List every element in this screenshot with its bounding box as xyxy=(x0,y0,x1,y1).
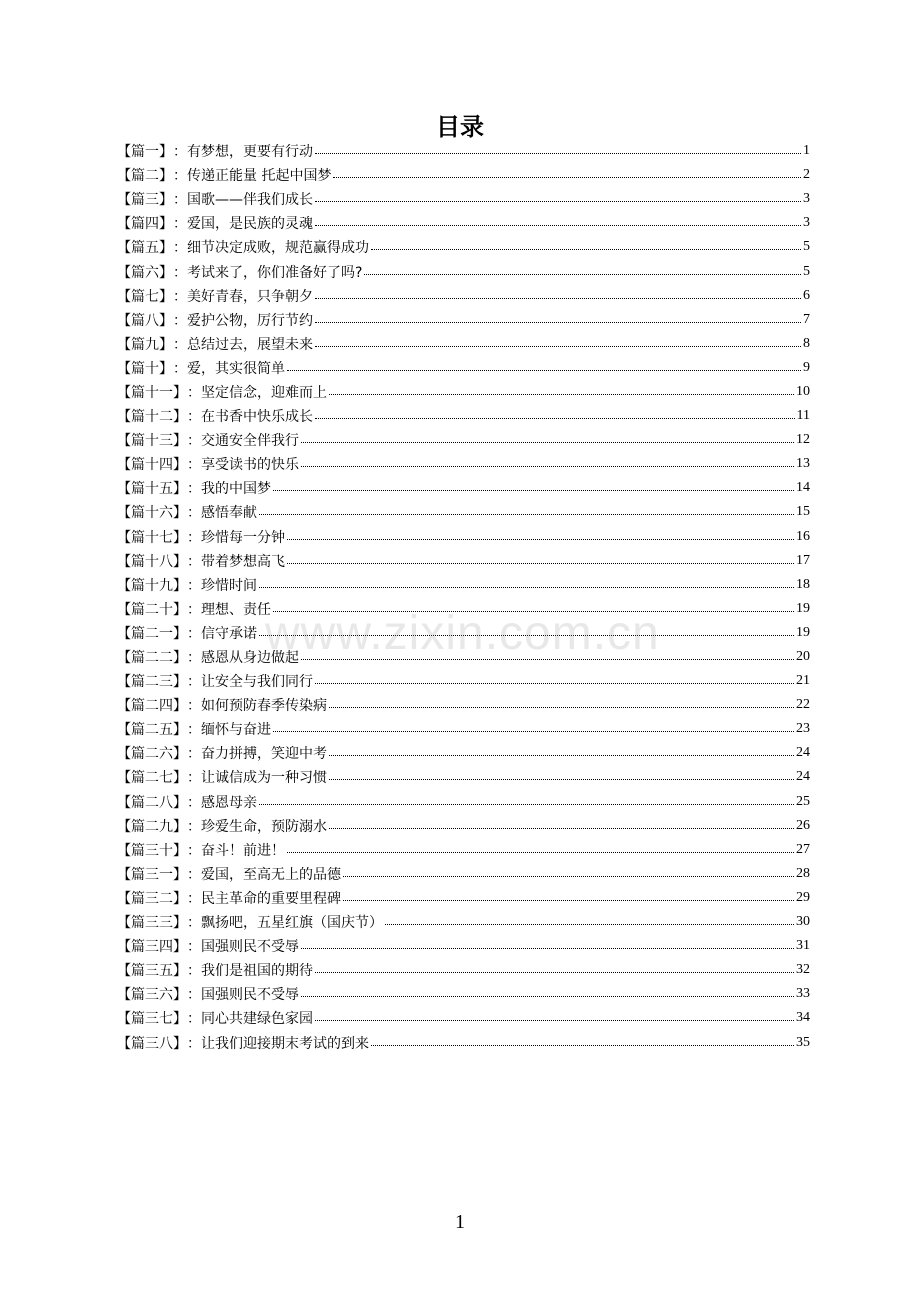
toc-entry-number: 【篇一】 xyxy=(117,144,173,161)
toc-entry-separator: ： xyxy=(187,601,201,618)
toc-dot-leader xyxy=(343,875,794,877)
toc-entry[interactable] xyxy=(117,308,810,332)
toc-entry-page: 3 xyxy=(803,215,810,231)
toc-entry-page: 19 xyxy=(796,624,810,640)
toc-dot-leader xyxy=(273,489,794,491)
toc-entry-number: 【篇十】 xyxy=(117,360,173,377)
toc-entry-number: 【篇二八】 xyxy=(117,794,187,811)
toc-entry-title: 让我们迎接期末考试的到来 xyxy=(201,1035,369,1052)
toc-entry-separator: ： xyxy=(187,433,201,450)
toc-dot-leader xyxy=(315,297,801,299)
toc-entry-page: 2 xyxy=(803,167,810,183)
toc-entry-number: 【篇二】 xyxy=(117,168,173,185)
toc-dot-leader xyxy=(273,610,794,612)
toc-dot-leader xyxy=(371,248,801,250)
toc-dot-leader xyxy=(315,200,801,202)
toc-entry-title: 奋斗！前进！ xyxy=(201,842,285,859)
toc-entry-title: 同心共建绿色家园 xyxy=(201,1011,313,1028)
toc-entry-number: 【篇七】 xyxy=(117,288,173,305)
toc-entry-title: 珍惜每一分钟 xyxy=(201,529,285,546)
toc-entry-page: 26 xyxy=(796,817,810,833)
toc-entry-page: 29 xyxy=(796,889,810,905)
toc-entry-page: 6 xyxy=(803,287,810,303)
toc-entry-separator: ： xyxy=(173,168,187,185)
toc-entry-title: 感悟奉献 xyxy=(201,505,257,522)
toc-entry-title: 总结过去，展望未来 xyxy=(187,336,313,353)
toc-dot-leader xyxy=(329,706,794,708)
toc-entry-separator: ： xyxy=(187,963,201,980)
toc-entry-number: 【篇三八】 xyxy=(117,1035,187,1052)
toc-entry-title: 爱护公物，厉行节约 xyxy=(187,312,313,329)
toc-entry-separator: ： xyxy=(187,553,201,570)
toc-entry-title: 坚定信念，迎难而上 xyxy=(201,384,327,401)
toc-entry-title: 国歌——伴我们成长 xyxy=(187,192,313,209)
page-title: 目录 xyxy=(436,113,484,141)
toc-entry-number: 【篇八】 xyxy=(117,312,173,329)
toc-entry[interactable] xyxy=(117,838,810,862)
toc-entry-page: 8 xyxy=(803,335,810,351)
toc-entry[interactable] xyxy=(117,235,810,259)
toc-entry-number: 【篇六】 xyxy=(117,264,173,281)
toc-dot-leader xyxy=(329,827,794,829)
table-of-contents xyxy=(117,139,810,1055)
toc-entry-number: 【篇三十】 xyxy=(117,842,187,859)
toc-entry[interactable] xyxy=(117,500,810,524)
toc-entry[interactable] xyxy=(117,765,810,789)
toc-entry-page: 35 xyxy=(796,1034,810,1050)
toc-entry[interactable] xyxy=(117,163,810,187)
toc-entry-number: 【篇三四】 xyxy=(117,939,187,956)
toc-entry[interactable] xyxy=(117,1006,810,1030)
toc-entry-page: 33 xyxy=(796,986,810,1002)
toc-entry[interactable] xyxy=(117,428,810,452)
toc-dot-leader xyxy=(259,586,794,588)
toc-entry[interactable] xyxy=(117,380,810,404)
toc-entry-page: 24 xyxy=(796,745,810,761)
toc-entry[interactable] xyxy=(117,187,810,211)
toc-entry-number: 【篇十三】 xyxy=(117,433,187,450)
toc-dot-leader xyxy=(315,152,801,154)
toc-entry-title: 珍爱生命，预防溺水 xyxy=(201,818,327,835)
toc-entry-number: 【篇二三】 xyxy=(117,674,187,691)
toc-entry-title: 让安全与我们同行 xyxy=(201,674,313,691)
toc-entry-separator: ： xyxy=(187,409,201,426)
toc-entry[interactable] xyxy=(117,259,810,283)
toc-entry-title: 国强则民不受辱 xyxy=(201,939,299,956)
toc-entry-page: 9 xyxy=(803,359,810,375)
toc-entry-page: 30 xyxy=(796,914,810,930)
toc-dot-leader xyxy=(315,417,795,419)
toc-entry[interactable] xyxy=(117,476,810,500)
toc-entry-title: 有梦想，更要有行动 xyxy=(187,144,313,161)
toc-entry[interactable] xyxy=(117,549,810,573)
toc-entry[interactable] xyxy=(117,717,810,741)
toc-entry-page: 14 xyxy=(796,480,810,496)
toc-entry-page: 3 xyxy=(803,191,810,207)
toc-dot-leader xyxy=(343,899,794,901)
toc-entry-separator: ： xyxy=(187,722,201,739)
toc-dot-leader xyxy=(385,923,794,925)
toc-entry-title: 美好青春，只争朝夕 xyxy=(187,288,313,305)
toc-entry[interactable] xyxy=(117,693,810,717)
toc-entry-separator: ： xyxy=(187,577,201,594)
toc-entry-number: 【篇三七】 xyxy=(117,1011,187,1028)
toc-entry-separator: ： xyxy=(173,288,187,305)
toc-entry-title: 让诚信成为一种习惯 xyxy=(201,770,327,787)
toc-entry-title: 交通安全伴我行 xyxy=(201,433,299,450)
toc-entry-page: 13 xyxy=(796,456,810,472)
toc-dot-leader xyxy=(315,345,801,347)
toc-dot-leader xyxy=(329,393,794,395)
toc-entry-page: 10 xyxy=(796,383,810,399)
toc-entry-title: 感恩母亲 xyxy=(201,794,257,811)
toc-entry-number: 【篇三二】 xyxy=(117,890,187,907)
toc-entry[interactable] xyxy=(117,573,810,597)
toc-entry-number: 【篇十二】 xyxy=(117,409,187,426)
toc-entry[interactable] xyxy=(117,886,810,910)
toc-entry-separator: ： xyxy=(187,650,201,667)
toc-entry-separator: ： xyxy=(187,794,201,811)
toc-entry-separator: ： xyxy=(173,144,187,161)
toc-entry-number: 【篇三一】 xyxy=(117,866,187,883)
toc-entry-separator: ： xyxy=(187,698,201,715)
toc-entry[interactable] xyxy=(117,356,810,380)
toc-entry-title: 我们是祖国的期待 xyxy=(201,963,313,980)
toc-entry-title: 理想、责任 xyxy=(201,601,271,618)
toc-entry-number: 【篇十四】 xyxy=(117,457,187,474)
toc-entry-page: 12 xyxy=(796,432,810,448)
toc-entry-page: 7 xyxy=(803,311,810,327)
toc-entry-title: 缅怀与奋进 xyxy=(201,722,271,739)
toc-entry-title: 享受读书的快乐 xyxy=(201,457,299,474)
toc-entry-page: 16 xyxy=(796,528,810,544)
toc-entry-separator: ： xyxy=(187,939,201,956)
toc-entry[interactable] xyxy=(117,958,810,982)
toc-entry-separator: ： xyxy=(187,818,201,835)
toc-entry[interactable] xyxy=(117,332,810,356)
toc-entry-number: 【篇十七】 xyxy=(117,529,187,546)
toc-entry-title: 国强则民不受辱 xyxy=(201,987,299,1004)
toc-entry[interactable] xyxy=(117,910,810,934)
toc-entry[interactable] xyxy=(117,669,810,693)
page-number: 1 xyxy=(455,1211,465,1233)
toc-entry-title: 民主革命的重要里程碑 xyxy=(201,890,341,907)
toc-entry-separator: ： xyxy=(187,987,201,1004)
toc-entry-separator: ： xyxy=(187,384,201,401)
toc-entry[interactable] xyxy=(117,404,810,428)
toc-entry-title: 奋力拼搏，笑迎中考 xyxy=(201,746,327,763)
toc-entry-title: 珍惜时间 xyxy=(201,577,257,594)
toc-entry[interactable] xyxy=(117,934,810,958)
toc-entry[interactable] xyxy=(117,982,810,1006)
toc-entry-title: 信守承诺 xyxy=(201,625,257,642)
toc-dot-leader xyxy=(259,634,794,636)
toc-entry-page: 1 xyxy=(803,143,810,159)
toc-entry[interactable] xyxy=(117,621,810,645)
toc-entry-separator: ： xyxy=(173,360,187,377)
toc-entry-page: 32 xyxy=(796,962,810,978)
toc-entry-number: 【篇三六】 xyxy=(117,987,187,1004)
toc-dot-leader xyxy=(273,730,794,732)
toc-dot-leader xyxy=(315,321,801,323)
toc-entry-title: 我的中国梦 xyxy=(201,481,271,498)
toc-entry[interactable] xyxy=(117,211,810,235)
toc-entry-page: 18 xyxy=(796,576,810,592)
toc-entry-separator: ： xyxy=(187,457,201,474)
toc-entry-title: 传递正能量 托起中国梦 xyxy=(187,168,332,185)
toc-entry-page: 28 xyxy=(796,865,810,881)
toc-entry-title: 爱国，至高无上的品德 xyxy=(201,866,341,883)
toc-entry-separator: ： xyxy=(187,746,201,763)
toc-dot-leader xyxy=(315,224,801,226)
toc-entry[interactable] xyxy=(117,645,810,669)
toc-entry-separator: ： xyxy=(187,842,201,859)
toc-entry-page: 17 xyxy=(796,552,810,568)
watermark: www.zixin.com.cn xyxy=(265,607,660,660)
toc-entry-title: 感恩从身边做起 xyxy=(201,650,299,667)
toc-entry-separator: ： xyxy=(187,529,201,546)
toc-entry-page: 19 xyxy=(796,600,810,616)
toc-entry-number: 【篇十一】 xyxy=(117,384,187,401)
toc-entry-separator: ： xyxy=(187,505,201,522)
toc-entry-number: 【篇十八】 xyxy=(117,553,187,570)
toc-dot-leader xyxy=(301,995,794,997)
toc-dot-leader xyxy=(315,682,794,684)
toc-entry-separator: ： xyxy=(187,915,201,932)
toc-dot-leader xyxy=(287,538,794,540)
toc-entry-page: 21 xyxy=(796,673,810,689)
toc-entry-title: 飘扬吧，五星红旗（国庆节） xyxy=(201,915,383,932)
toc-dot-leader xyxy=(301,947,794,949)
toc-entry[interactable] xyxy=(117,525,810,549)
toc-entry-page: 24 xyxy=(796,769,810,785)
toc-entry-number: 【篇二二】 xyxy=(117,650,187,667)
toc-entry-separator: ： xyxy=(173,216,187,233)
toc-dot-leader xyxy=(329,754,794,756)
toc-entry-separator: ： xyxy=(187,890,201,907)
toc-entry-number: 【篇二十】 xyxy=(117,601,187,618)
toc-entry-title: 如何预防春季传染病 xyxy=(201,698,327,715)
toc-entry[interactable] xyxy=(117,814,810,838)
toc-dot-leader xyxy=(364,273,801,275)
toc-entry-separator: ： xyxy=(173,312,187,329)
toc-entry-number: 【篇二六】 xyxy=(117,746,187,763)
toc-dot-leader xyxy=(287,369,801,371)
toc-entry[interactable] xyxy=(117,741,810,765)
toc-entry-page: 5 xyxy=(803,263,810,279)
toc-entry[interactable] xyxy=(117,597,810,621)
toc-entry-page: 20 xyxy=(796,649,810,665)
toc-entry-page: 15 xyxy=(796,504,810,520)
toc-entry-number: 【篇九】 xyxy=(117,336,173,353)
toc-entry-number: 【篇五】 xyxy=(117,240,173,257)
toc-entry[interactable] xyxy=(117,452,810,476)
toc-dot-leader xyxy=(287,851,794,853)
toc-entry-title: 考试来了，你们准备好了吗? xyxy=(187,264,363,281)
toc-entry-number: 【篇三】 xyxy=(117,192,173,209)
toc-entry-number: 【篇十五】 xyxy=(117,481,187,498)
toc-dot-leader xyxy=(287,562,794,564)
toc-entry-page: 11 xyxy=(796,408,810,424)
toc-entry[interactable] xyxy=(117,862,810,886)
toc-entry-separator: ： xyxy=(187,674,201,691)
toc-entry-separator: ： xyxy=(187,1011,201,1028)
toc-entry-number: 【篇三三】 xyxy=(117,915,187,932)
toc-entry[interactable] xyxy=(117,790,810,814)
toc-dot-leader xyxy=(333,176,801,178)
toc-entry-page: 5 xyxy=(803,239,810,255)
toc-entry-page: 31 xyxy=(796,938,810,954)
toc-entry-number: 【篇三五】 xyxy=(117,963,187,980)
toc-entry[interactable] xyxy=(117,139,810,163)
toc-entry-number: 【篇十九】 xyxy=(117,577,187,594)
toc-entry-number: 【篇十六】 xyxy=(117,505,187,522)
toc-entry-separator: ： xyxy=(173,336,187,353)
toc-entry-separator: ： xyxy=(187,1035,201,1052)
toc-entry-number: 【篇二五】 xyxy=(117,722,187,739)
toc-entry-number: 【篇二四】 xyxy=(117,698,187,715)
toc-entry-page: 25 xyxy=(796,793,810,809)
toc-entry-separator: ： xyxy=(187,770,201,787)
toc-entry-title: 爱国，是民族的灵魂 xyxy=(187,216,313,233)
toc-entry-page: 27 xyxy=(796,841,810,857)
toc-entry[interactable] xyxy=(117,284,810,308)
toc-entry-page: 34 xyxy=(796,1010,810,1026)
toc-dot-leader xyxy=(315,1019,794,1021)
toc-entry-separator: ： xyxy=(187,866,201,883)
toc-entry-number: 【篇二九】 xyxy=(117,818,187,835)
toc-dot-leader xyxy=(301,441,794,443)
toc-entry[interactable] xyxy=(117,1030,810,1054)
toc-dot-leader xyxy=(301,658,794,660)
toc-entry-separator: ： xyxy=(173,264,187,281)
toc-dot-leader xyxy=(259,803,794,805)
toc-entry-page: 22 xyxy=(796,697,810,713)
toc-entry-separator: ： xyxy=(187,625,201,642)
toc-entry-separator: ： xyxy=(173,192,187,209)
toc-entry-number: 【篇四】 xyxy=(117,216,173,233)
toc-entry-title: 带着梦想高飞 xyxy=(201,553,285,570)
toc-entry-title: 细节决定成败，规范赢得成功 xyxy=(187,240,369,257)
toc-entry-number: 【篇二一】 xyxy=(117,625,187,642)
toc-entry-title: 爱，其实很简单 xyxy=(187,360,285,377)
toc-dot-leader xyxy=(329,778,794,780)
toc-entry-separator: ： xyxy=(173,240,187,257)
toc-dot-leader xyxy=(371,1044,794,1046)
toc-entry-title: 在书香中快乐成长 xyxy=(201,409,313,426)
toc-dot-leader xyxy=(259,513,794,515)
toc-entry-separator: ： xyxy=(187,481,201,498)
toc-entry-page: 23 xyxy=(796,721,810,737)
toc-entry-number: 【篇二七】 xyxy=(117,770,187,787)
toc-dot-leader xyxy=(301,465,794,467)
toc-dot-leader xyxy=(315,971,794,973)
